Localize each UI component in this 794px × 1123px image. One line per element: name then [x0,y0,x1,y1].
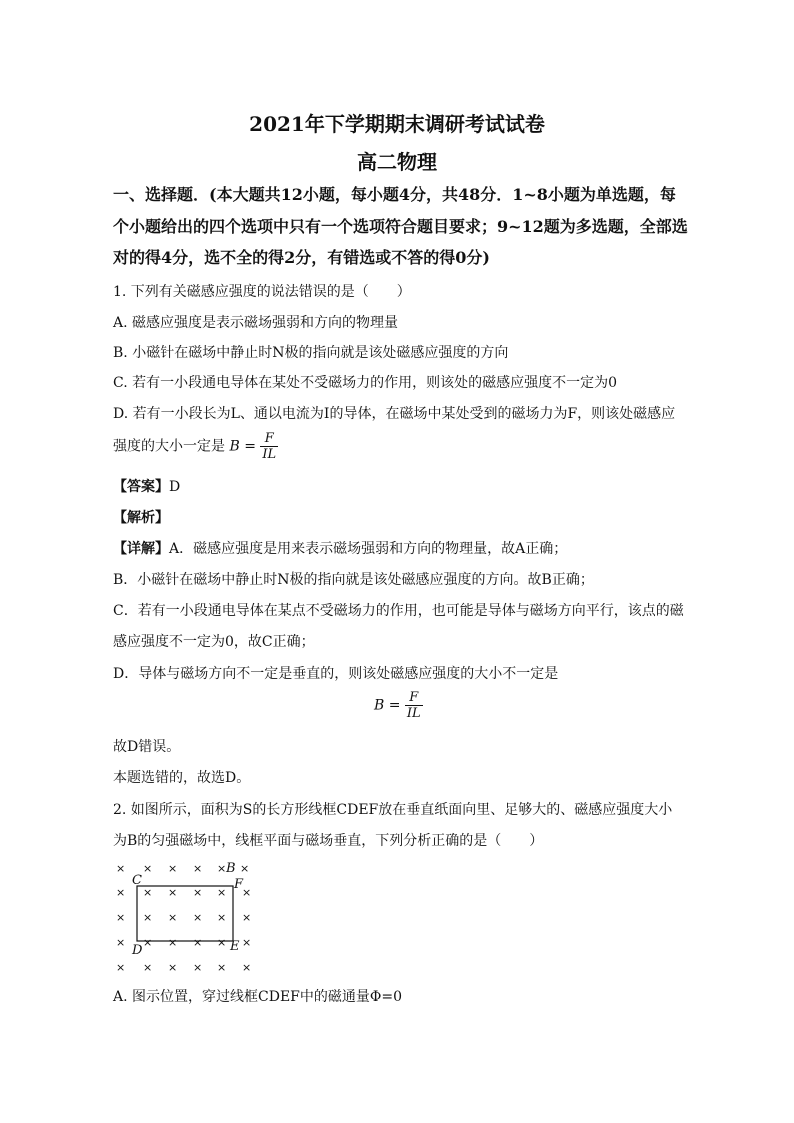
field-cross-icon: × [193,911,203,924]
field-cross-icon: × [193,862,203,875]
field-cross-icon: × [143,862,153,875]
field-cross-icon: × [242,911,252,924]
field-cross-icon: × [168,886,178,899]
field-cross-icon: × [240,862,250,875]
field-cross-icon: × [116,911,126,924]
answer-value: D [169,479,181,495]
analysis-tag: 【解析】 [113,510,169,526]
field-cross-icon: × [242,936,252,949]
formula-denominator: IL [262,447,277,462]
field-cross-icon: × [143,886,153,899]
answer-line [113,478,180,496]
detail-formula-lhs: B = [374,697,401,714]
field-cross-icon: × [116,936,126,949]
field-cross-icon: × [143,936,153,949]
field-cross-icon: × [242,961,252,974]
detail-a [113,540,567,558]
field-cross-icon: × [193,886,203,899]
conclusion-line2: 本题选错的，故选D。 [113,770,251,786]
section-instructions-line2: 个小题给出的四个选项中只有一个选项符合题目要求；9~12题为多选题，全部选 [113,217,688,236]
formula-lhs: B = [229,438,256,455]
field-cross-icon: × [116,862,126,875]
label-d: D [132,943,143,958]
field-cross-icon: × [116,886,126,899]
exam-title: 2021年下学期期末调研考试试卷 [249,112,545,136]
detail-tag: 【详解】 [113,541,169,557]
section-instructions-line1: 一、选择题．(本大题共12小题，每小题4分，共48分．1~8小题为单选题，每 [113,185,676,204]
field-cross-icon: × [168,911,178,924]
field-cross-icon: × [217,936,227,949]
question-2-stem-line2: 为B的匀强磁场中，线框平面与磁场垂直，下列分析正确的是（ ） [113,833,544,849]
answer-tag: 【答案】 [113,479,169,495]
detail-c-line2: 感应强度不一定为0，故C正确； [113,634,315,650]
field-cross-icon: × [168,862,178,875]
detail-formula-fraction [405,690,423,721]
detail-d: D．导体与磁场方向不一定是垂直的，则该处磁感应强度的大小不一定是 [113,666,559,682]
question-1-stem: 1. 下列有关磁感应强度的说法错误的是（ ） [113,284,411,300]
detail-b: B．小磁针在磁场中静止时N极的指向就是该处磁感应强度的方向。故B正确； [113,572,594,588]
field-cross-icon: × [217,886,227,899]
field-cross-icon: × [217,862,227,875]
label-b: B [226,861,236,876]
question-2-stem-line1: 2. 如图所示，面积为S的长方形线框CDEF放在垂直纸面向里、足够大的、磁感应强度大小 [113,802,673,818]
exam-subject: 高二物理 [357,150,437,174]
detail-formula [374,690,423,721]
field-cross-icon: × [116,961,126,974]
question-2-option-a: A. 图示位置，穿过线框CDEF中的磁通量Φ=0 [113,989,402,1005]
field-cross-icon: × [168,936,178,949]
magnetic-field-diagram [108,856,268,980]
detail-c-line1: C．若有一小段通电导体在某点不受磁场力的作用，也可能是导体与磁场方向平行，该点的磁 [113,603,684,619]
option-d-prefix: 强度的大小一定是 [113,438,225,455]
detail-formula-numerator: F [405,690,423,706]
field-cross-icon: × [217,961,227,974]
field-cross-icon: × [193,961,203,974]
field-cross-icon: × [143,961,153,974]
section-instructions-line3: 对的得4分，选不全的得2分，有错选或不答的得0分) [113,248,490,267]
conclusion-line1: 故D错误。 [113,739,181,755]
detail-formula-denominator: IL [406,706,421,721]
field-cross-icon: × [217,911,227,924]
question-1-option-a: A. 磁感应强度是表示磁场强弱和方向的物理量 [113,315,399,331]
label-c: C [132,873,142,888]
formula-fraction [260,431,278,462]
question-1-option-c: C. 若有一小段通电导体在某处不受磁场力的作用，则该处的磁感应强度不一定为0 [113,375,618,391]
field-cross-icon: × [242,886,252,899]
field-cross-icon: × [168,961,178,974]
question-1-option-b: B. 小磁针在磁场中静止时N极的指向就是该处磁感应强度的方向 [113,345,509,361]
field-cross-icon: × [193,936,203,949]
question-1-option-d-line1: D. 若有一小段长为L、通以电流为I的导体，在磁场中某处受到的磁场力为F，则该处磁感应 [113,406,676,422]
detail-a-text: A．磁感应强度是用来表示磁场强弱和方向的物理量，故A正确； [169,541,568,557]
field-cross-icon: × [143,911,153,924]
question-1-option-d-line2 [113,431,278,462]
label-f: F [234,877,244,892]
label-e: E [230,939,240,954]
formula-numerator: F [260,431,278,447]
